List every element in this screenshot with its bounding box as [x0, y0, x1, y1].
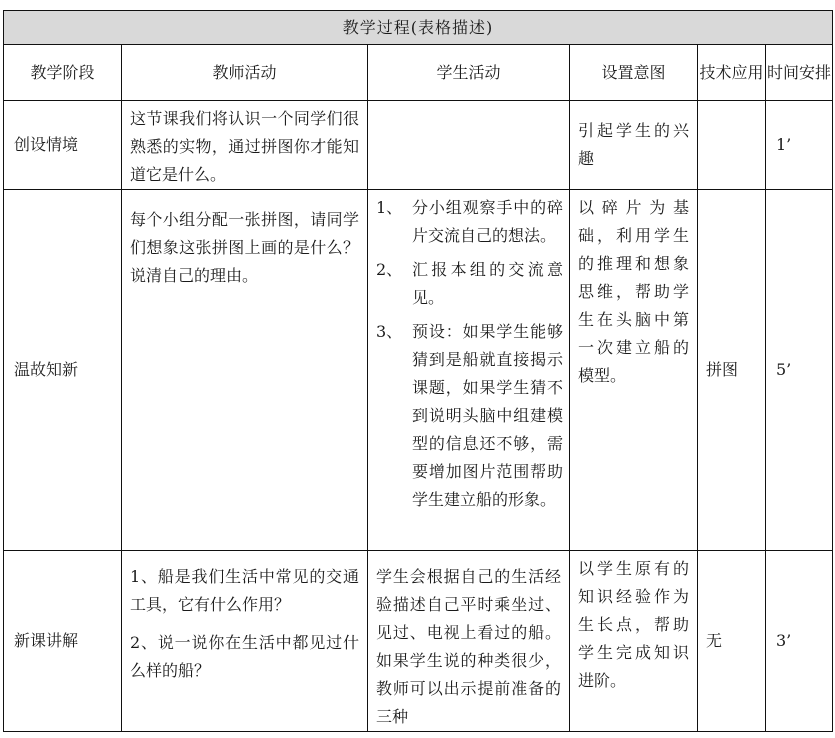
design-intent-cell: 以学生原有的知识经验作为生长点，帮助学生完成知识进阶。 — [570, 551, 698, 732]
teacher-question: 2、说一说你在生活中都见过什么样的船？ — [130, 633, 359, 680]
list-item — [376, 256, 563, 312]
header-time-arrangement: 时间安排 — [766, 45, 833, 101]
time-cell: 5’ — [766, 190, 833, 551]
design-intent-cell: 以碎片为基础，利用学生的推理和想象思维，帮助学生在头脑中第一次建立船的模型。 — [570, 190, 698, 551]
step-number: 1、 — [376, 198, 403, 217]
teacher-activity-cell — [122, 551, 368, 732]
teacher-question: 1、船是我们生活中常见的交通工具，它有什么作用？ — [130, 567, 359, 614]
step-number: 2、 — [376, 260, 403, 279]
stage-cell: 新课讲解 — [4, 551, 122, 732]
header-teacher-activity: 教师活动 — [122, 45, 368, 101]
stage-cell: 温故知新 — [4, 190, 122, 551]
step-text: 汇报本组的交流意见。 — [412, 260, 563, 307]
time-cell: 1’ — [766, 101, 833, 190]
student-activity-cell — [368, 101, 570, 190]
teacher-activity-cell: 这节课我们将认识一个同学们很熟悉的实物，通过拼图你才能知道它是什么。 — [122, 101, 368, 190]
tech-cell — [698, 101, 766, 190]
step-number: 3、 — [376, 322, 403, 341]
table-title: 教学过程(表格描述) — [4, 11, 833, 45]
table-row — [4, 101, 833, 190]
table-row — [4, 551, 833, 732]
design-intent-cell: 引起学生的兴趣 — [570, 101, 698, 190]
time-cell: 3’ — [766, 551, 833, 732]
stage-cell: 创设情境 — [4, 101, 122, 190]
student-steps-list — [368, 190, 569, 514]
tech-cell: 无 — [698, 551, 766, 732]
lesson-process-table — [3, 10, 833, 732]
list-item — [376, 194, 563, 250]
list-item — [376, 318, 563, 514]
tech-cell: 拼图 — [698, 190, 766, 551]
step-text: 预设：如果学生能够猜到是船就直接揭示课题，如果学生猜不到说明头脑中组建模型的信息还不够，需要增加图片范围帮助学生建立船的形象。 — [412, 322, 563, 509]
teacher-activity-cell: 每个小组分配一张拼图，请同学们想象这张拼图上画的是什么？说清自己的理由。 — [122, 190, 368, 551]
header-tech-application: 技术应用 — [698, 45, 766, 101]
table-row — [4, 190, 833, 551]
step-text: 分小组观察手中的碎片交流自己的想法。 — [412, 198, 563, 245]
student-activity-cell: 学生会根据自己的生活经验描述自己平时乘坐过、见过、电视上看过的船。如果学生说的种类很少，教师可以出示提前准备的三种 — [368, 551, 570, 732]
header-design-intent: 设置意图 — [570, 45, 698, 101]
header-stage: 教学阶段 — [4, 45, 122, 101]
student-activity-cell — [368, 190, 570, 551]
header-student-activity: 学生活动 — [368, 45, 570, 101]
